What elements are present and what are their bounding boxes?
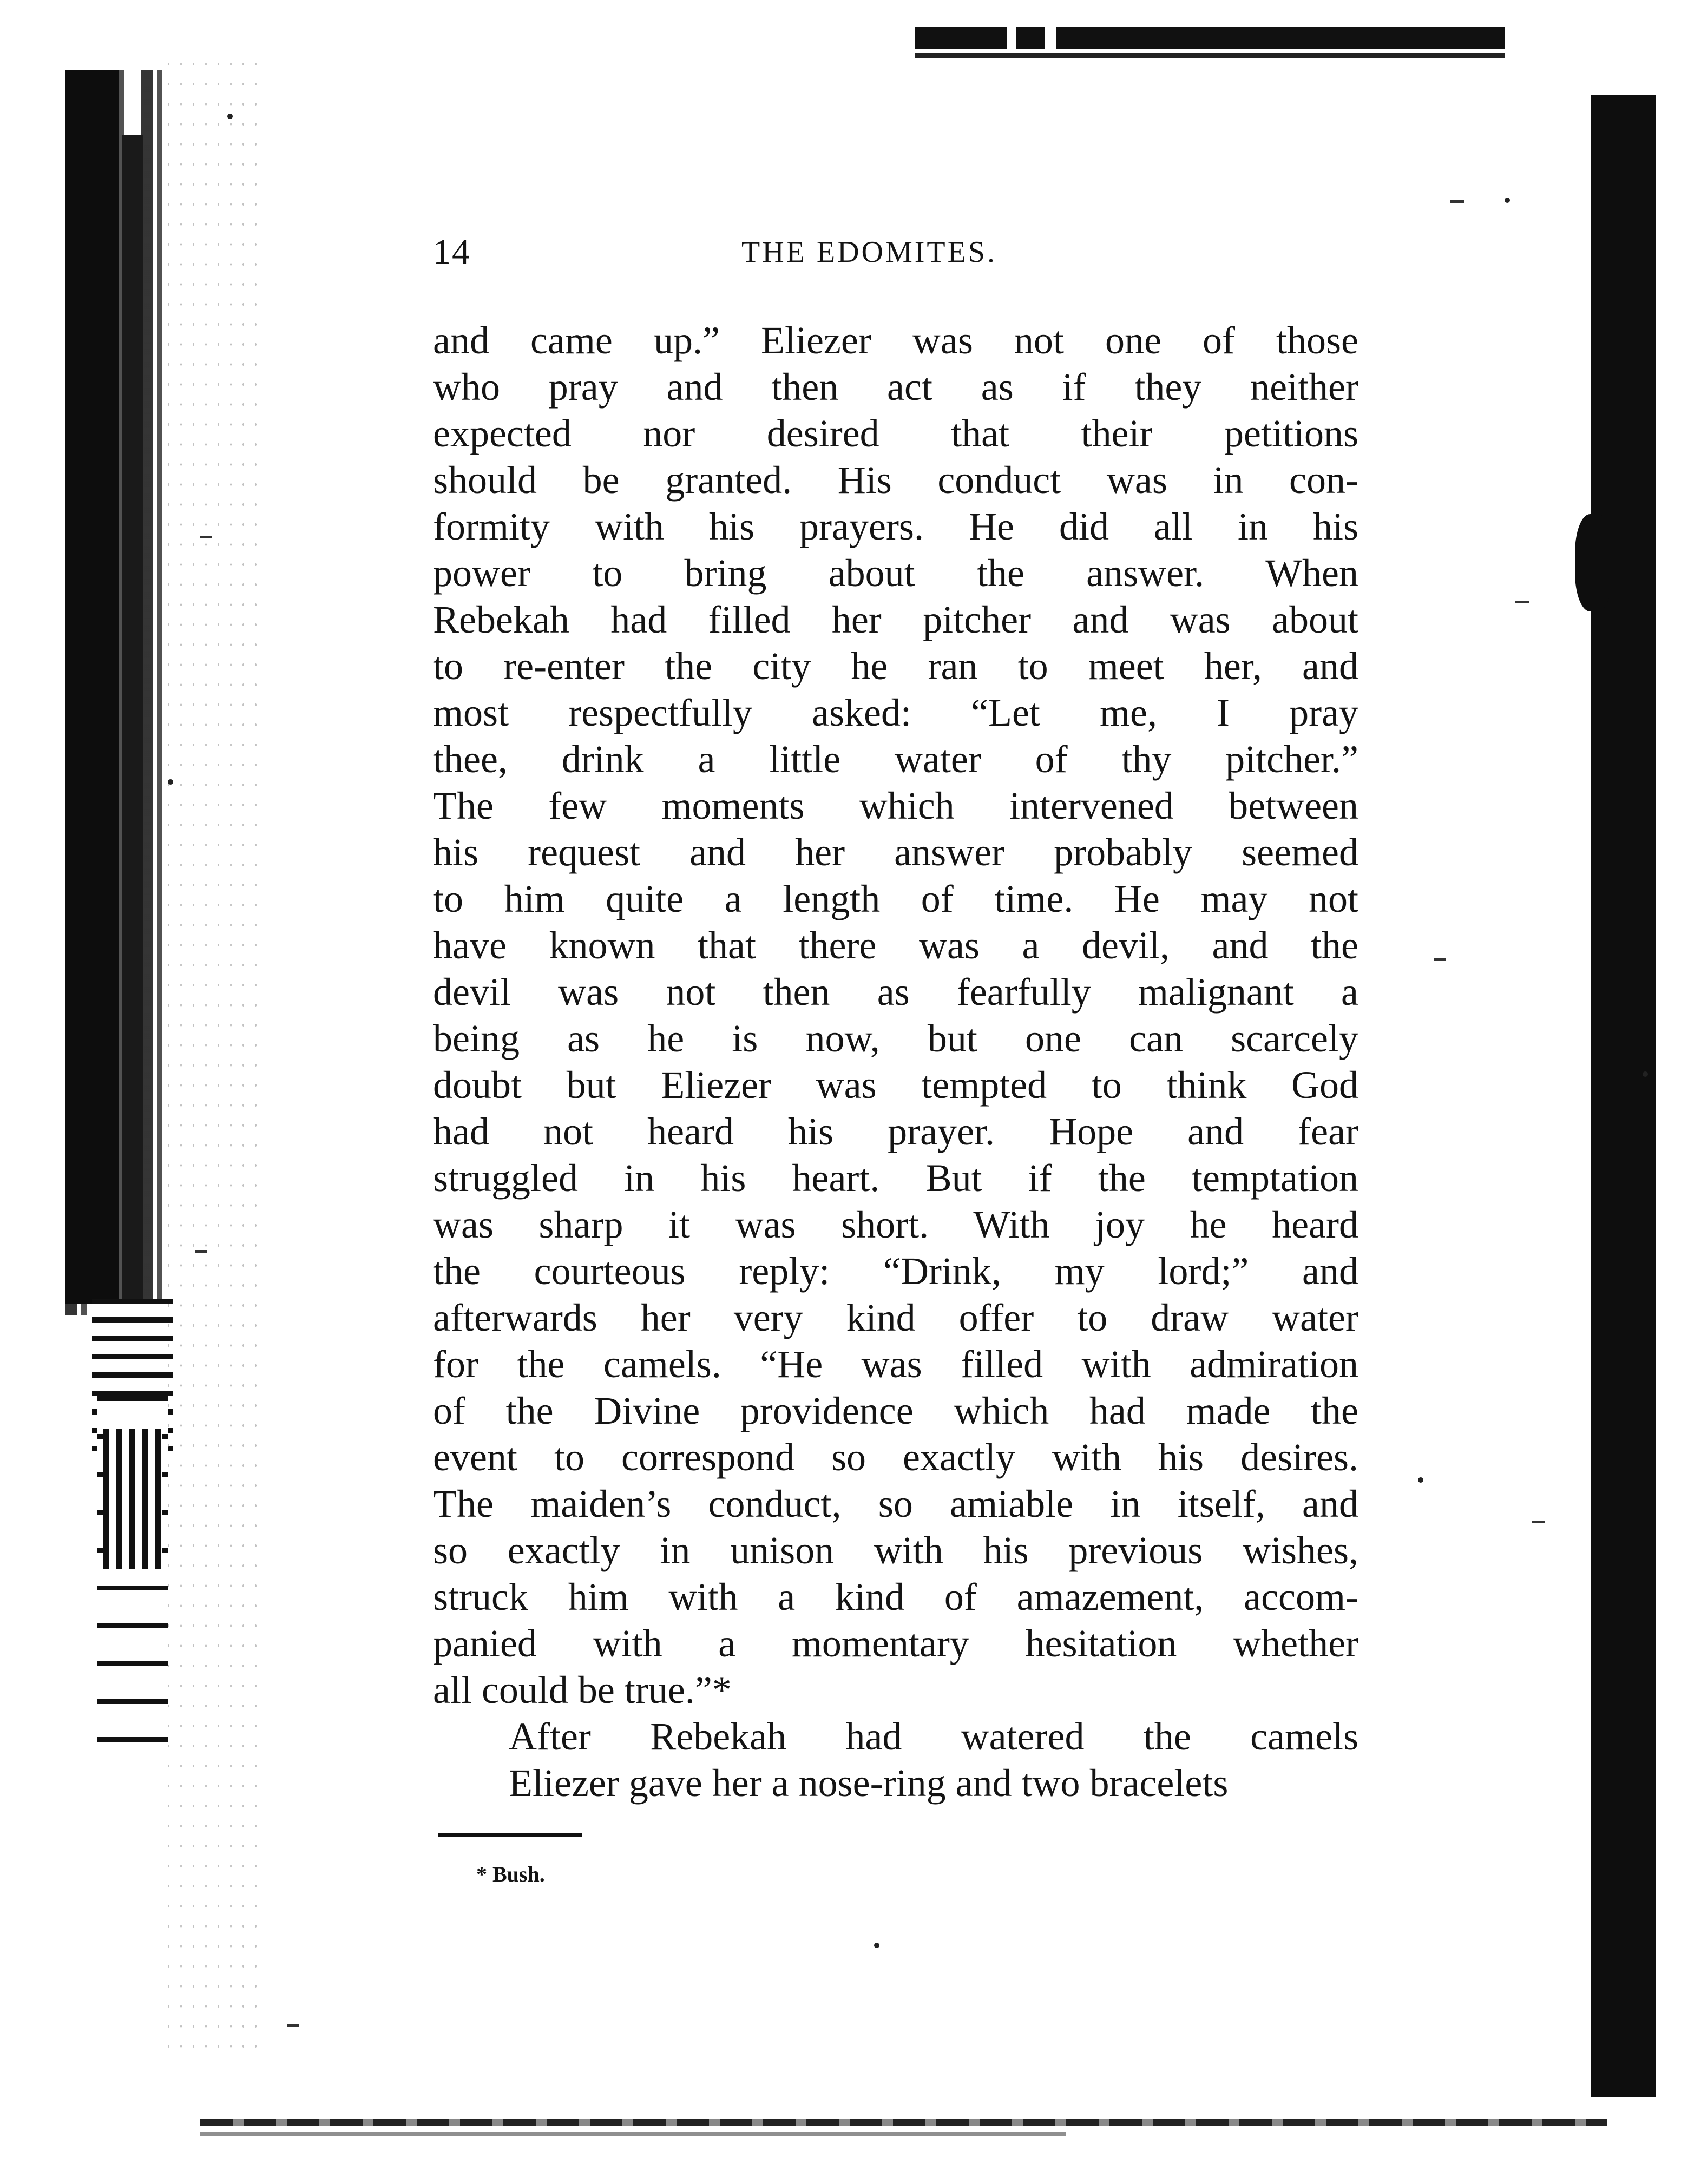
- text-line: The few moments which intervened between: [433, 784, 1358, 827]
- text-line: The maiden’s conduct, so amiable in itself, and: [433, 1482, 1358, 1525]
- scan-dot: [227, 114, 233, 119]
- text-line: event to correspond so exactly with his desires.: [433, 1436, 1358, 1479]
- text-line: formity with his prayers. He did all in his: [433, 505, 1358, 548]
- text-line: so exactly in unison with his previous wishes,: [433, 1529, 1358, 1572]
- text-line: thee, drink a little water of thy pitcher.”: [433, 738, 1358, 781]
- text-line: was sharp it was short. With joy he heard: [433, 1203, 1358, 1246]
- scan-dot: [1643, 1071, 1648, 1077]
- scan-edge-right-notch: [1575, 514, 1613, 611]
- text-line: being as he is now, but one can scarcely: [433, 1017, 1358, 1060]
- text-line: power to bring about the answer. When: [433, 551, 1358, 595]
- text-line: for the camels. “He was filled with admiration: [433, 1343, 1358, 1386]
- text-line: all could be true.”*: [433, 1668, 732, 1712]
- scan-dash: [1532, 1521, 1545, 1523]
- scan-dash: [195, 1250, 207, 1253]
- scan-top-bar-gap: [1045, 27, 1056, 54]
- scan-dash: [1450, 200, 1464, 203]
- scan-speckle: [162, 54, 260, 2056]
- text-line: to him quite a length of time. He may not: [433, 877, 1358, 920]
- paragraph: [433, 317, 1358, 1713]
- scan-bottom-line: [200, 2119, 1607, 2126]
- scan-top-line: [915, 53, 1505, 58]
- scan-edge-left-shadow: [122, 135, 143, 1299]
- text-line: who pray and then act as if they neither: [433, 365, 1358, 409]
- text-line: of the Divine providence which had made the: [433, 1389, 1358, 1432]
- scan-dot: [1418, 1477, 1423, 1483]
- text-line: Eliezer gave her a nose-ring and two bracelets: [509, 1761, 1229, 1805]
- text-line: have known that there was a devil, and the: [433, 924, 1358, 967]
- text-line: the courteous reply: “Drink, my lord;” and: [433, 1249, 1358, 1293]
- text-line: After Rebekah had watered the camels: [509, 1715, 1358, 1758]
- scan-bottom-line-faint: [200, 2132, 1066, 2136]
- text-line: panied with a momentary hesitation whether: [433, 1622, 1358, 1665]
- scan-dash: [287, 2024, 299, 2027]
- text-line: had not heard his prayer. Hope and fear: [433, 1110, 1358, 1153]
- scan-edge-left-bars: [103, 1429, 162, 1569]
- page-number: 14: [433, 232, 471, 272]
- scan-dash: [1515, 601, 1529, 603]
- scan-dot: [1505, 198, 1510, 203]
- scan-edge-right: [1591, 95, 1656, 2097]
- footnote-rule: [438, 1833, 582, 1837]
- footnote: * Bush.: [476, 1862, 545, 1886]
- text-line: doubt but Eliezer was tempted to think God: [433, 1063, 1358, 1107]
- text-line: afterwards her very kind offer to draw water: [433, 1296, 1358, 1339]
- text-line: struggled in his heart. But if the temptation: [433, 1156, 1358, 1200]
- text-line: struck him with a kind of amazement, accom-: [433, 1575, 1358, 1619]
- paragraph: [433, 1713, 1358, 1806]
- running-title: THE EDOMITES.: [741, 235, 997, 269]
- text-line: devil was not then as fearfully malignant a: [433, 970, 1358, 1014]
- text-line: expected nor desired that their petitions: [433, 412, 1358, 455]
- scan-edge-left-dark: [65, 70, 119, 1304]
- scan-top-bar: [915, 27, 1505, 54]
- text-line: and came up.” Eliezer was not one of those: [433, 319, 1358, 362]
- scan-top-bar-gap: [1007, 27, 1016, 54]
- text-line: most respectfully asked: “Let me, I pray: [433, 691, 1358, 734]
- text-line: Rebekah had filled her pitcher and was about: [433, 598, 1358, 641]
- body-text: [433, 317, 1358, 1806]
- scan-dash: [1434, 958, 1446, 961]
- running-header: [433, 227, 1358, 276]
- text-line: his request and her answer probably seemed: [433, 831, 1358, 874]
- scan-dot: [168, 779, 173, 785]
- scan-dash: [200, 536, 212, 538]
- text-line: should be granted. His conduct was in con-: [433, 458, 1358, 502]
- text-line: to re-enter the city he ran to meet her, and: [433, 644, 1358, 688]
- scan-dot: [874, 1943, 879, 1948]
